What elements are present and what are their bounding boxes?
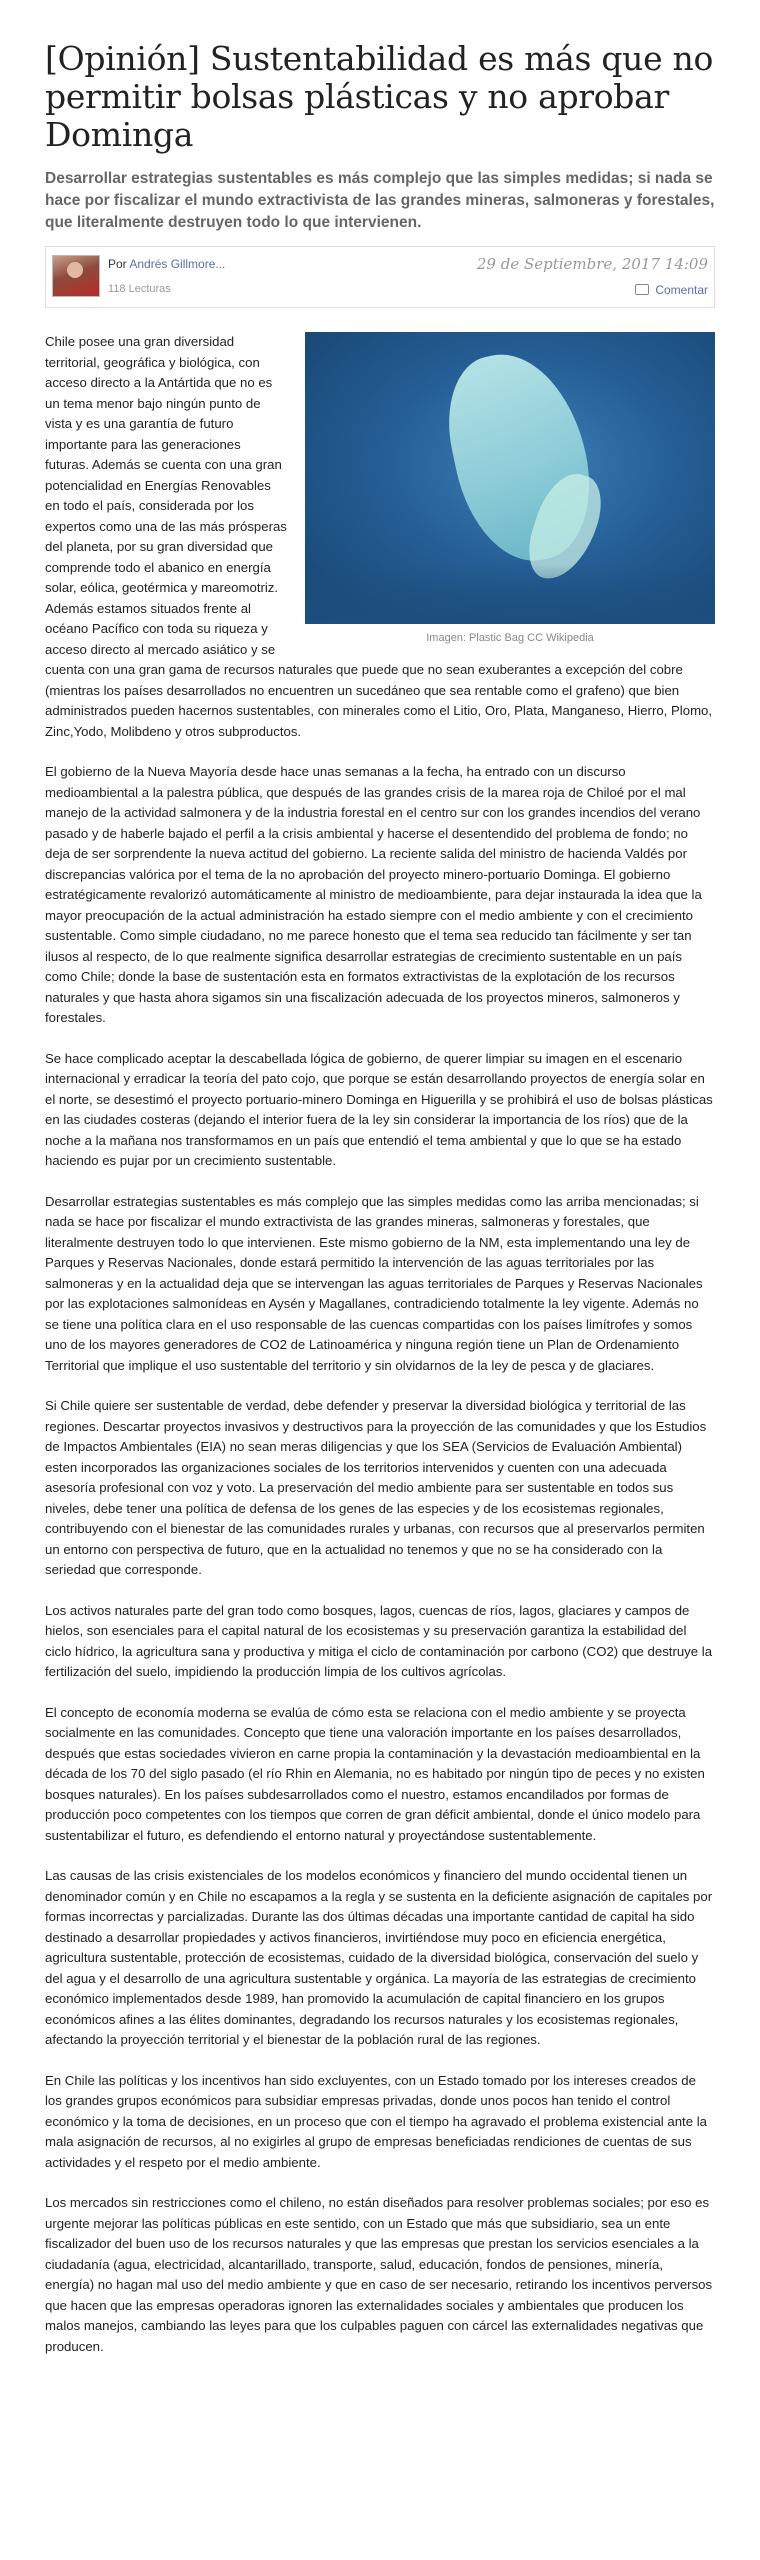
paragraph-10: Los mercados sin restricciones como el chileno, no están diseñados para resolver problemas sociales; por eso es urgente mejorar las políticas públicas en este sentido, con un Estado que más que subsidiario, sea un ente fiscalizador del buen uso de los recursos naturales y que las empresas que prestan los servicios esenciales a la ciudadanía (agua, electricidad, alcantarillado, transporte, salud, educación, fondos de pensiones, minería, energía) no hagan mal uso del medio ambiente y que en caso de ser necesario, retirando los incentivos perversos que hacen que las empresas operadoras ignoren las externalidades sociales y ambientales que producen los malos manejos, cambiando las leyes para que los culpables paguen con cárcel las externalidades negativas que producen.	[45, 2195, 713, 2354]
paragraph-8: Las causas de las crisis existenciales de los modelos económicos y financiero del mundo occidental tienen un denominador común y en Chile no escapamos a la regla y se sustenta en la deficiente asignación de capitales por formas incorrectas y parcializadas. Durante las dos últimas décadas una importante cantidad de capital ha sido destinado a desarrollar propiedades y activos financieros, invirtiéndose muy poco en eficiencia energética, agricultura sustentable, protección de ecosistemas, cuidado de la diversidad biológica, conservación del suelo y del agua y el desarrollo de una agricultura sustentable y orgánica. La mayoría de las estrategias de crecimiento económico implementados desde 1989, han promovido la acumulación de capital financiero en los grupos económicos afines a las élites dominantes, degradando los recursos naturales y los ecosistemas regionales, afectando la proyección territorial y el bienestar de la población rural de las regiones.	[45, 1868, 713, 2047]
seabed	[305, 564, 715, 624]
paragraph-2: El gobierno de la Nueva Mayoría desde hace unas semanas a la fecha, ha entrado con un discurso medioambiental a la palestra pública, que después de las grandes crisis de la marea roja de Chiloé por el mal manejo de la actividad salmonera y de la industria forestal en el centro sur con los grandes incendios del verano pasado y de haberle bajado el perfil a la crisis ambiental y hacerse el desentendido del problema de fondo; no deja de ser sorprendente la nueva actitud del gobierno. La reciente salida del ministro de hacienda Valdés por discrepancias valórica por el tema de la no aprobación del proyecto minero-portuario Dominga. El gobierno estratégicamente revalorizó automáticamente al ministro de medioambiente, para dejar instaurada la idea que la mayor preocupación de la actual administración ha estado siempre con el medio ambiente y con el crecimiento sustentable. Como simple ciudadano, no me parece honesto que el tema sea reducido tan fácilmente y ser tan ilusos al respecto, de lo que realmente significa desarrollar estrategias de crecimiento sustentable en un país como Chile; donde la base de sustentación esta en formatos extractivistas de la explotación de los recursos naturales y que hasta ahora sigamos sin una fiscalización adecuada de los proyectos mineros, salmoneros y forestales.	[45, 764, 702, 1025]
paragraph-1: Chile posee una gran diversidad territorial, geográfica y biológica, con acceso directo a la Antártida que no es un tema menor bajo ningún punto de vista y es una garantía de futuro importante para las generaciones futuras. Además se cuenta con una gran potencialidad en Energías Renovables en todo el país, considerada por los expertos como una de las más prósperas del planeta, por su gran diversidad que comprende todo el abanico en energía solar, eólica, geotérmica y mareomotriz. Además estamos situados frente al océano Pacífico con toda su riqueza y acceso directo al mercado asiático y se cuenta con una gran gama de recursos naturales que puede que no sean exuberantes a excepción del cobre (mientras los países desarrollados no encuentren un sucedáneo que sea rentable como el grafeno) que bien administrados pueden hacernos sustentables, con minerales como el Litio, Oro, Plata, Manganeso, Hierro, Plomo, Zinc,Yodo, Molibdeno y otros subproductos.	[45, 334, 713, 739]
article-headline: [Opinión] Sustentabilidad es más que no permitir bolsas plásticas y no aprobar Dominga	[45, 39, 714, 154]
paragraph-7: El concepto de economía moderna se evalúa de cómo esta se relaciona con el medio ambiente y se proyecta socialmente en las comunidades. Concepto que tiene una valoración importante en los países desarrollados, después que estas sociedades vivieron en carne propia la contaminación y la devastación medioambiental en la década de los 70 del siglo pasado (el río Rhin en Alemania, no es habitado por ningún tipo de peces y no existen bosques naturales). En los países subdesarrollados como el nuestro, estamos encandilados por formas de producción poco competentes con los tiempos que corren de gran déficit ambiental, donde el único modelo para sustentabilizar el futuro, es defendiendo el entorno natural y proyectándose sustentablemente.	[45, 1704, 705, 1843]
byline-prefix: Por	[108, 257, 127, 271]
comment-icon	[635, 284, 649, 295]
publish-date: 29 de Septiembre, 2017 14:09	[476, 255, 708, 273]
paragraph-5: Si Chile quiere ser sustentable de verdad, debe defender y preservar la diversidad biológica y territorial de las regiones. Descartar proyectos invasivos y destructivos para la proyección de las comunidades y que los Estudios de Impactos Ambientales (EIA) no sean meras diligencias y que los SEA (Servicios de Evaluación Ambiental) esten incorporados las organizaciones sociales de los territorios intervenidos y cuenten con una adecuada asesoría profesional con voz y voto. La preservación del medio ambiente para ser sustentable en todos sus niveles, debe tener una política de defensa de los genes de las especies y de los ecosistemas regionales, contribuyendo con el bienestar de las comunidades rurales y urbanas, con recursos que al preservarlos permiten un entorno con perspectiva de futuro, que en la actualidad no tenemos y que no se ha considerado con la seriedad que corresponde.	[45, 1398, 707, 1577]
paragraph-6: Los activos naturales parte del gran todo como bosques, lagos, cuencas de ríos, lagos, glaciares y campos de hielos, son esenciales para el capital natural de los ecosistemas y su preservación garantiza la estabilidad del ciclo hídrico, la agricultura sana y productiva y mitiga el ciclo de contaminación por carbono (CO2) que destruye la fertilización del suelo, impidiendo la producción limpia de los cultivos agrícolas.	[45, 1602, 713, 1679]
plastic-bag-photo	[305, 332, 715, 624]
article-body	[45, 332, 715, 2357]
article-subheadline: Desarrollar estrategias sustentables es más complejo que las simples medidas; si nada se hace por fiscalizar el mundo extractivista de las grandes mineras, salmoneras y forestales, que literalmente destruyen todo lo que intervienen.	[45, 170, 715, 231]
paragraph-4: Desarrollar estrategias sustentables es más complejo que las simples medidas como las arriba mencionadas; si nada se hace por fiscalizar el mundo extractivista de las grandes mineras, salmoneras y forestales, que literalmente destruyen todo lo que intervienen. Este mismo gobierno de la NM, esta implementando una ley de Parques y Reservas Nacionales, donde estará permitido la intervención de las aguas territoriales por las salmoneras y en la actualidad deja que se intervengan las aguas territoriales de Parques y Reservas Nacionales por las explotaciones salmonídeas en Aysén y Magallanes, contradiciendo totalmente la ley vigente. Además no se tiene una política clara en el uso responsable de las cuencas compartidas con los países limítrofes y somos uno de los mayores generadores de CO2 de Latinoamérica y ninguna región tiene un Plan de Ordenamiento Territorial que implique el uso sustentable del territorio y sin olvidarnos de la ley de pesca y de glaciares.	[45, 1193, 703, 1373]
article	[45, 40, 715, 2377]
author-link[interactable]: Andrés Gillmore...	[129, 257, 226, 271]
read-count: 118 Lecturas	[108, 283, 171, 295]
comment-label[interactable]: Comentar	[655, 283, 708, 297]
byline	[108, 257, 225, 271]
article-figure	[305, 332, 715, 644]
paragraph-9: En Chile las políticas y los incentivos han sido excluyentes, con un Estado tomado por los intereses creados de los grandes grupos económicos para subsidiar empresas privadas, donde unos pocos han tenido el control económico y la toma de decisiones, en un proceso que con el tiempo ha agravado el problema existencial ante la mala asignación de recursos, al no exigirles al grupo de empresas beneficiadas rendiciones de cuentas de sus actividades y el respeto por el medio ambiente.	[45, 2072, 707, 2170]
comment-link[interactable]	[635, 283, 708, 297]
byline-box	[45, 246, 715, 308]
author-avatar[interactable]	[52, 255, 100, 297]
image-caption: Imagen: Plastic Bag CC Wikipedia	[426, 632, 594, 644]
paragraph-3: Se hace complicado aceptar la descabellada lógica de gobierno, de querer limpiar su imagen en el escenario internacional y erradicar la teoría del pato cojo, que porque se están desarrollando proyectos de energía solar en el norte, se desestimó el proyecto portuario-minero Dominga en Higuerilla y se prohibirá el uso de bolsas plásticas en las ciudades costeras (dejando el interior fuera de la ley sin considerar la importancia de los ríos) que de la noche a la mañana nos transformamos en un país que entendió el tema ambiental y que lo que se ha estado haciendo es pujar por un crecimiento sustentable.	[45, 1050, 713, 1168]
